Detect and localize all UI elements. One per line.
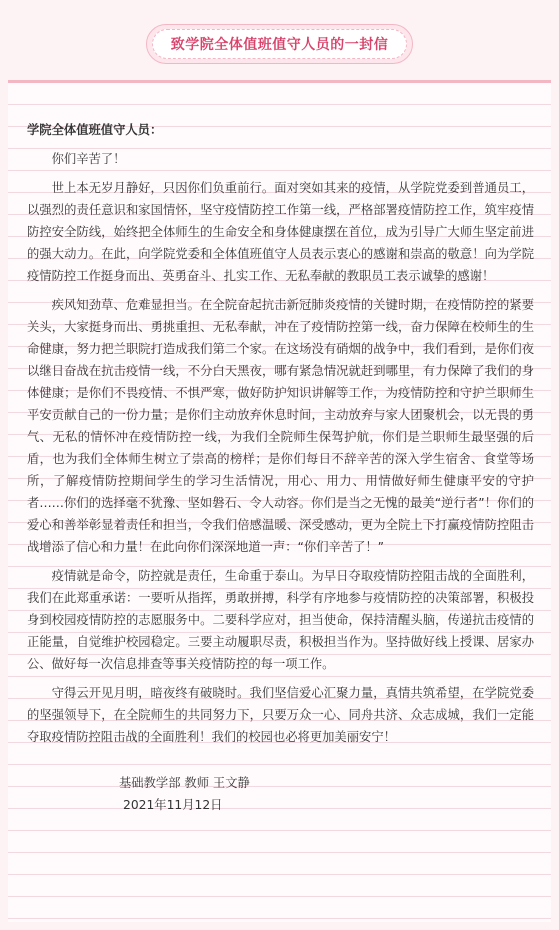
signature: 基础教学部 教师 王文静	[119, 776, 250, 790]
paragraph-praise: 疾风知劲草、危难显担当。在全院奋起抗击新冠肺炎疫情的关键时期，在疫情防控的紧要关头，大家挺身而出、勇挑重担、无私奉献，冲在了疫情防控第一线，奋力保障在校师生的生命健康，努力把兰职院打造成我们第二个家。在这场没有硝烟的战争中，我们看到，是你们夜以继日奋战在抗击疫情一线，不分白天黑夜，哪有紧急情况就赶到哪里，有力保障了我们的身体健康；是你们不畏疫情、不惧严寒，做好防护知识讲解等工作，为疫情防控和守护兰职师生平安贡献自己的一份力量；是你们主动放弃休息时间，主动放弃与家人团聚机会，以无畏的勇气、无私的情怀冲在疫情防控一线，为我们全院师生保驾护航，你们是兰职师生最坚强的后盾，也为我们全体师生树立了崇高的榜样；是你们每日不辞辛苦的深入学生宿舍、食堂等场所，了解疫情防控期间学生的学习生活情况，用心、用力、用情做好师生健康平安的守护者……你们的选择毫不犹豫、坚如磐石、令人动容。你们是当之无愧的最美“逆行者”！你们的爱心和善举彰显着责任和担当，令我们倍感温暖、深受感动，更为全院上下打赢疫情防控阻击战增添了信心和力量！在此向你们深深地道一声：“你们辛苦了！”	[27, 298, 534, 554]
letter-paper	[8, 80, 551, 922]
paragraph-greeting: 你们辛苦了！	[51, 152, 126, 166]
title-banner	[146, 24, 413, 64]
paragraph-intro: 世上本无岁月静好，只因你们负重前行。面对突如其来的疫情，从学院党委到普通员工，以强烈的责任意识和家国情怀，坚守疫情防控工作第一线，严格部署疫情防控工作，筑牢疫情防控安全防线，始终把全体师生的生命安全和身体健康摆在首位，成为引导广大师生坚定前进的强大动力。在此，向学院党委和全体值班值守人员表示衷心的感谢和崇高的敬意！向为学院疫情防控工作挺身而出、英勇奋斗、扎实工作、无私奉献的教职员工表示诚挚的感谢！	[27, 181, 534, 283]
paragraph-commitment: 疫情就是命令，防控就是责任，生命重于泰山。为早日夺取疫情防控阻击战的全面胜利，我们在此郑重承诺：一要听从指挥，勇敢拼搏，科学有序地参与疫情防控的决策部署，积极投身到校园疫情防控的志愿服务中。二要科学应对，担当使命，保持清醒头脑，传递抗击疫情的正能量，自觉维护校园稳定。三要主动履职尽责，积极担当作为。坚持做好线上授课、居家办公、做好每一次信息排查等事关疫情防控的每一项工作。	[27, 569, 534, 671]
paragraph-closing: 守得云开见月明，暗夜终有破晓时。我们坚信爱心汇聚力量，真情共筑希望，在学院党委的坚强领导下，在全院师生的共同努力下，只要万众一心、同舟共济、众志成城，我们一定能夺取疫情防控阻击战的全面胜利！我们的校园也必将更加美丽安宁！	[27, 686, 534, 744]
salutation: 学院全体值班值守人员：	[27, 123, 163, 137]
title-banner-inner	[152, 29, 407, 59]
letter-title: 致学院全体值班值守人员的一封信	[170, 37, 389, 53]
date: 2021年11月12日	[123, 798, 223, 812]
letter-content	[27, 119, 534, 816]
signature-block	[27, 772, 534, 816]
